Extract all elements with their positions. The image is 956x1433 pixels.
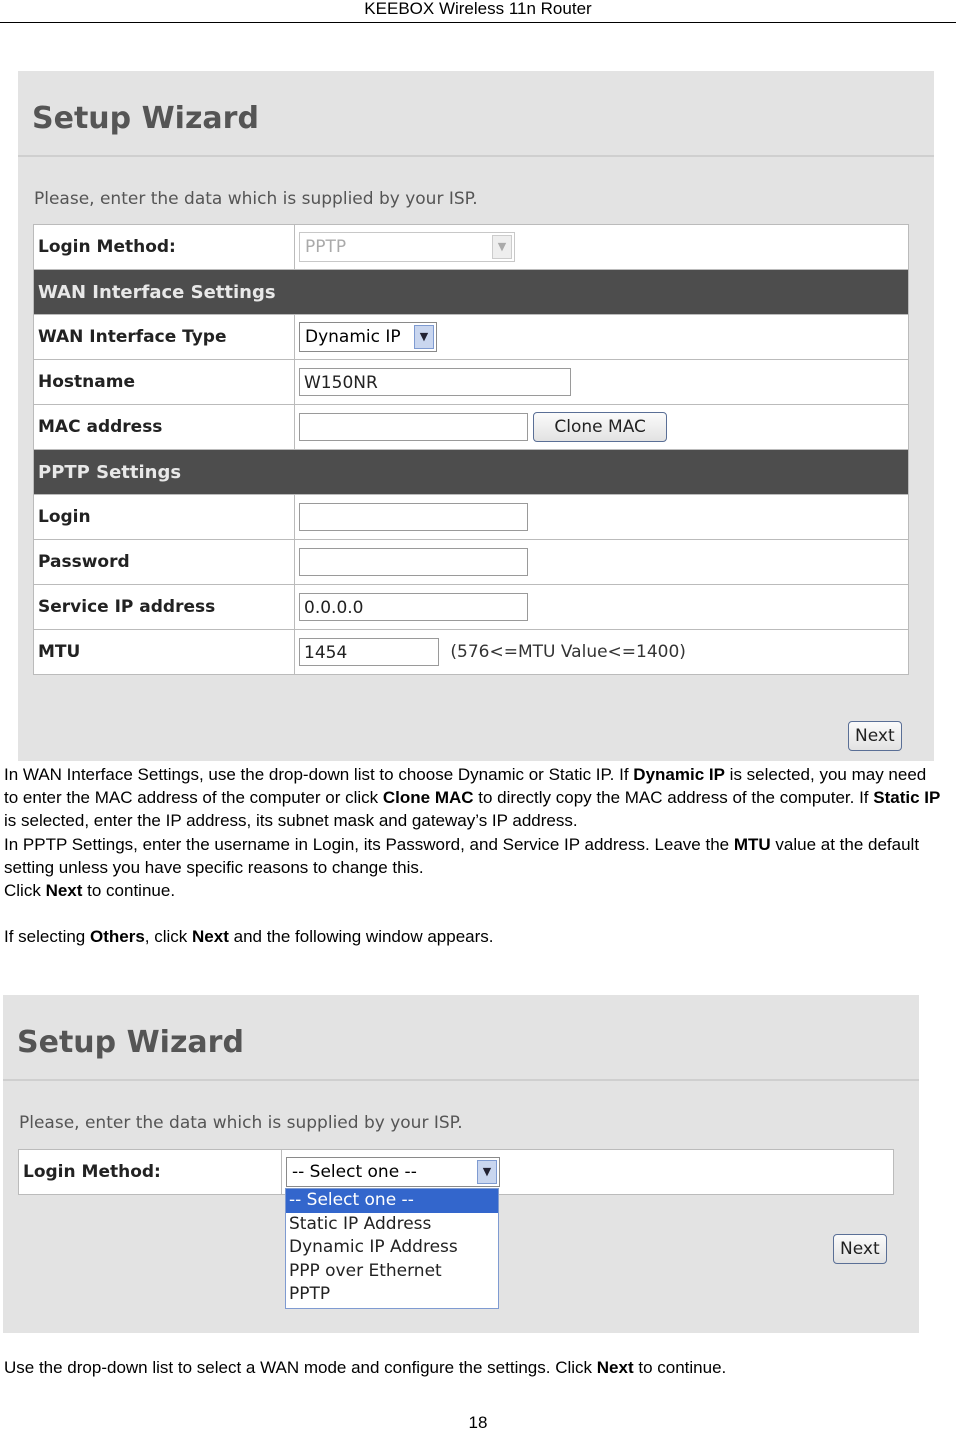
wizard-title: Setup Wizard: [32, 101, 259, 136]
dropdown-option[interactable]: Static IP Address: [289, 1213, 432, 1234]
mtu-row: [34, 630, 909, 675]
wan-interface-section-header: WAN Interface Settings: [34, 270, 909, 315]
dropdown-option[interactable]: PPTP: [289, 1284, 331, 1304]
password-input[interactable]: [299, 548, 528, 576]
login-method-select[interactable]: [286, 1157, 500, 1187]
wan-interface-type-row: [34, 315, 909, 360]
title-divider: [3, 1079, 919, 1081]
service-ip-row: [34, 585, 909, 630]
wizard-intro: Please, enter the data which is supplied by your ISP.: [34, 189, 478, 209]
login-method-value: -- Select one --: [292, 1162, 417, 1182]
login-method-select[interactable]: [299, 232, 515, 262]
title-divider: [18, 155, 934, 157]
login-label: Login: [34, 495, 295, 540]
page-header: [0, 0, 956, 23]
mtu-hint: (576<=MTU Value<=1400): [450, 642, 686, 662]
wan-interface-type-select[interactable]: [299, 322, 437, 352]
chevron-down-icon: ▼: [492, 235, 512, 259]
wan-interface-type-label: WAN Interface Type: [34, 315, 295, 360]
mtu-label: MTU: [34, 630, 295, 675]
service-ip-input[interactable]: 0.0.0.0: [299, 593, 528, 621]
paragraph-click-next: Click Next to continue.: [4, 881, 176, 901]
chevron-down-icon: ▼: [477, 1160, 497, 1184]
login-method-label: Login Method:: [34, 225, 295, 270]
paragraph-pptp-settings: In PPTP Settings, enter the username in Login, its Password, and Service IP address. Leave the MTU value at the default setting unless you have specific reasons to change this.: [4, 834, 920, 877]
login-method-value: PPTP: [305, 237, 347, 257]
mac-address-row: [34, 405, 909, 450]
pptp-section-header: PPTP Settings: [34, 450, 909, 495]
setup-wizard-pptp-screenshot: [18, 71, 934, 761]
next-button[interactable]: Next: [848, 721, 902, 751]
hostname-row: [34, 360, 909, 405]
next-button[interactable]: Next: [833, 1234, 887, 1264]
chevron-down-icon: ▼: [414, 325, 434, 349]
pptp-settings-form: [33, 224, 909, 675]
hostname-input[interactable]: W150NR: [299, 368, 571, 396]
login-method-dropdown-list: [285, 1188, 499, 1309]
dropdown-option[interactable]: PPP over Ethernet: [289, 1260, 442, 1281]
mac-address-label: MAC address: [34, 405, 295, 450]
hostname-label: Hostname: [34, 360, 295, 405]
clone-mac-button[interactable]: Clone MAC: [533, 412, 667, 442]
paragraph-select-wan-mode: Use the drop-down list to select a WAN mode and configure the settings. Click Next to continue.: [4, 1358, 727, 1377]
dropdown-option[interactable]: -- Select one --: [286, 1189, 498, 1213]
wan-interface-type-value: Dynamic IP: [305, 327, 401, 347]
dropdown-option[interactable]: Dynamic IP Address: [289, 1237, 458, 1257]
mtu-input[interactable]: 1454: [299, 638, 439, 666]
login-input[interactable]: [299, 503, 528, 531]
wizard-intro: Please, enter the data which is supplied by your ISP.: [19, 1113, 463, 1133]
service-ip-label: Service IP address: [34, 585, 295, 630]
password-row: [34, 540, 909, 585]
paragraph-wan-settings: In WAN Interface Settings, use the drop-down list to choose Dynamic or Static IP. If Dynamic IP is selected, you may need to enter the MAC address of the computer or click Clone MAC to directly copy the MAC address of the computer. If Static IP is selected, enter the IP address, its subnet mask and gateway’s IP address.: [4, 765, 941, 831]
setup-wizard-select-screenshot: [3, 995, 919, 1333]
password-label: Password: [34, 540, 295, 585]
wizard-title: Setup Wizard: [17, 1025, 244, 1060]
login-row: [34, 495, 909, 540]
page-number: 18: [468, 1413, 488, 1432]
login-method-label: Login Method:: [19, 1150, 282, 1195]
mac-address-input[interactable]: [299, 413, 528, 441]
login-method-row: [34, 225, 909, 270]
header-title: KEEBOX Wireless 11n Router: [364, 0, 592, 18]
instructions-text: [4, 763, 944, 948]
paragraph-others: If selecting Others, click Next and the following window appears.: [4, 927, 494, 947]
